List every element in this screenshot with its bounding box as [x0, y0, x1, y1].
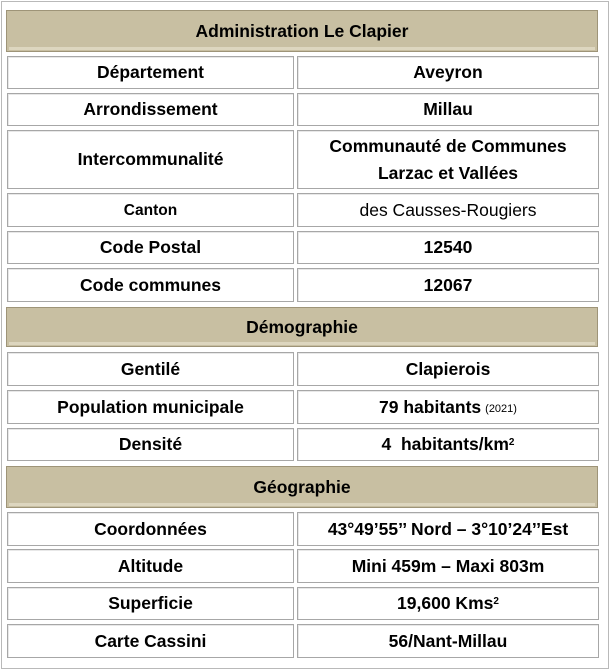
value-code-communes: 12067 — [297, 268, 599, 302]
section-title: Administration Le Clapier — [195, 20, 409, 41]
section-title: Géographie — [253, 476, 351, 497]
value-departement: Aveyron — [297, 56, 599, 89]
value-intercommunalite: Communauté de Communes Larzac et Vallées — [297, 130, 599, 189]
value-densite: 4 habitants/km $^2$ — [297, 428, 599, 461]
section-header-geographie — [6, 466, 598, 508]
label-carte-cassini: Carte Cassini — [7, 624, 294, 658]
value-population: 79 habitants (2021) — [297, 390, 599, 424]
section-header-demographie — [6, 307, 598, 347]
value-gentile: Clapierois — [297, 352, 599, 386]
section-title: Démographie — [246, 316, 358, 337]
label-superficie: Superficie — [7, 587, 294, 620]
value-arrondissement: Millau — [297, 93, 599, 126]
population-year: (2021) — [485, 402, 517, 415]
label-gentile: Gentilé — [7, 352, 294, 386]
label-densite: Densité — [7, 428, 294, 461]
value-superficie: 19,600 Kms $^2$ — [297, 587, 599, 620]
value-altitude: Mini 459m – Maxi 803m — [297, 549, 599, 583]
label-code-communes: Code communes — [7, 268, 294, 302]
label-departement: Département — [7, 56, 294, 89]
label-population: Population municipale — [7, 390, 294, 424]
label-canton: Canton — [7, 193, 294, 227]
section-header-administration — [6, 10, 598, 52]
label-intercommunalite: Intercommunalité — [7, 130, 294, 189]
label-coordonnees: Coordonnées — [7, 512, 294, 546]
label-arrondissement: Arrondissement — [7, 93, 294, 126]
value-canton: des Causses-Rougiers — [297, 193, 599, 227]
value-coordonnees: 43°49’55’’ Nord – 3°10’24’’Est — [297, 512, 599, 546]
label-code-postal: Code Postal — [7, 231, 294, 264]
value-carte-cassini: 56/Nant-Millau — [297, 624, 599, 658]
value-code-postal: 12540 — [297, 231, 599, 264]
label-altitude: Altitude — [7, 549, 294, 583]
